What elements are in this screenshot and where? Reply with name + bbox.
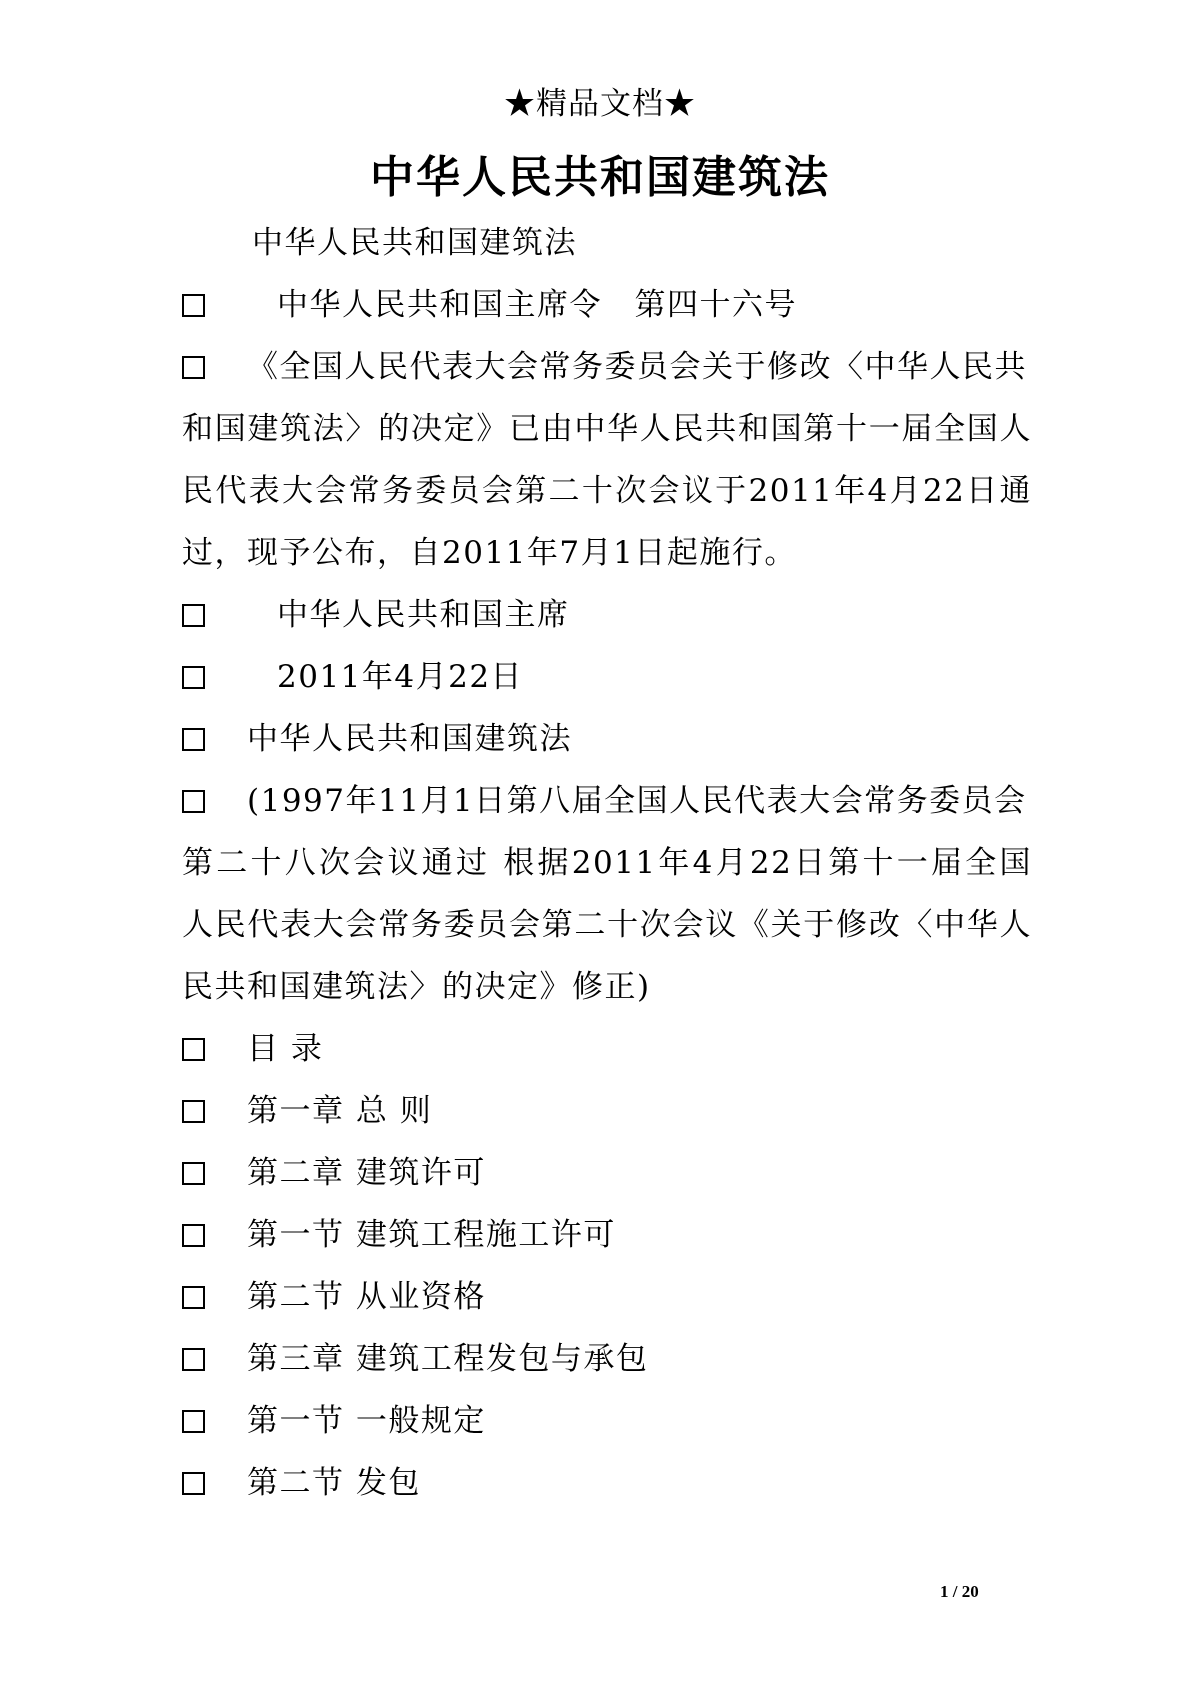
text-line-decree xyxy=(182,274,1032,336)
text-line-law-name xyxy=(182,708,1032,770)
text-line-para2-start xyxy=(182,770,1032,832)
document-title: 中华人民共和国建筑法 xyxy=(370,152,830,203)
text-line: 和国建筑法〉的决定》已由中华人民共和国第十一届全国人 xyxy=(182,411,1032,447)
line-text: (1997年11月1日第八届全国人民代表大会常务委员会 xyxy=(247,783,1027,819)
text-line-date xyxy=(182,646,1032,708)
document-body xyxy=(182,212,1032,1514)
checkbox-icon xyxy=(182,1472,205,1495)
line-text: 第一章 总 则 xyxy=(247,1093,433,1129)
checkbox-icon xyxy=(182,728,205,751)
toc-item xyxy=(182,1328,1032,1390)
checkbox-icon xyxy=(182,294,205,317)
toc-item xyxy=(182,1390,1032,1452)
text-line-president xyxy=(182,584,1032,646)
checkbox-icon xyxy=(182,1348,205,1371)
checkbox-icon xyxy=(182,666,205,689)
checkbox-icon xyxy=(182,1410,205,1433)
toc-item xyxy=(182,1204,1032,1266)
line-text: 第一节 一般规定 xyxy=(247,1403,486,1439)
checkbox-icon xyxy=(182,1224,205,1247)
toc-item xyxy=(182,1452,1032,1514)
line-text: 第三章 建筑工程发包与承包 xyxy=(247,1341,649,1377)
line-text: 目 录 xyxy=(247,1031,324,1067)
line-text: 第二节 发包 xyxy=(247,1465,421,1501)
checkbox-icon xyxy=(182,1286,205,1309)
toc-heading xyxy=(182,1018,1032,1080)
line-text: 第二节 从业资格 xyxy=(247,1279,486,1315)
toc-item xyxy=(182,1266,1032,1328)
line-text: 《全国人民代表大会常务委员会关于修改〈中华人民共 xyxy=(247,349,1027,385)
text-line: 民代表大会常务委员会第二十次会议于2011年4月22日通 xyxy=(182,473,1032,509)
checkbox-icon xyxy=(182,604,205,627)
checkbox-icon xyxy=(182,790,205,813)
text-line: 第二十八次会议通过 根据2011年4月22日第十一届全国 xyxy=(182,845,1032,881)
checkbox-icon xyxy=(182,1162,205,1185)
line-text: 中华人民共和国主席令 第四十六号 xyxy=(277,287,797,323)
text-line: 过，现予公布，自2011年7月1日起施行。 xyxy=(182,535,797,571)
line-text: 第二章 建筑许可 xyxy=(247,1155,486,1191)
header-tag: ★精品文档★ xyxy=(504,86,696,122)
text-line: 人民代表大会常务委员会第二十次会议《关于修改〈中华人 xyxy=(182,907,1032,943)
subtitle-line: 中华人民共和国建筑法 xyxy=(252,225,577,261)
line-text: 中华人民共和国建筑法 xyxy=(247,721,572,757)
line-text: 第一节 建筑工程施工许可 xyxy=(247,1217,616,1253)
checkbox-icon xyxy=(182,1100,205,1123)
checkbox-icon xyxy=(182,1038,205,1061)
toc-item xyxy=(182,1142,1032,1204)
checkbox-icon xyxy=(182,356,205,379)
toc-item xyxy=(182,1080,1032,1142)
page-number: 1 / 20 xyxy=(940,1582,979,1601)
text-line: 民共和国建筑法〉的决定》修正) xyxy=(182,969,651,1005)
text-line-para1-start xyxy=(182,336,1032,398)
line-text: 中华人民共和国主席 xyxy=(277,597,570,633)
line-text: 2011年4月22日 xyxy=(277,659,524,695)
